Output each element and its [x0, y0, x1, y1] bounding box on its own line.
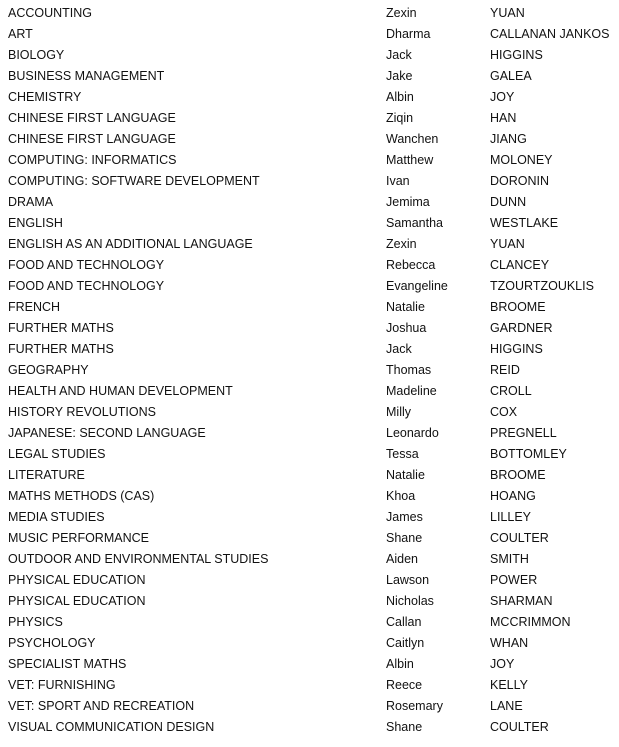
first-name-cell: Rosemary [386, 699, 443, 713]
subject-cell: PHYSICS [8, 615, 63, 629]
first-name-cell: Ivan [386, 174, 410, 188]
subject-cell: VET: FURNISHING [8, 678, 116, 692]
last-name-cell: HAN [490, 111, 517, 125]
first-name-cell: Jemima [386, 195, 430, 209]
table-row [0, 570, 619, 591]
table-row [0, 213, 619, 234]
first-name-cell: Dharma [386, 27, 431, 41]
last-name-cell: TZOURTZOUKLIS [490, 279, 594, 293]
subject-cell: GEOGRAPHY [8, 363, 89, 377]
table-row [0, 339, 619, 360]
table-row [0, 717, 619, 738]
first-name-cell: Albin [386, 90, 414, 104]
table-row [0, 381, 619, 402]
table-row [0, 66, 619, 87]
last-name-cell: BROOME [490, 468, 546, 482]
last-name-cell: SMITH [490, 552, 529, 566]
first-name-cell: Jack [386, 342, 412, 356]
last-name-cell: CROLL [490, 384, 532, 398]
last-name-cell: CALLANAN JANKOS [490, 27, 610, 41]
last-name-cell: GALEA [490, 69, 532, 83]
last-name-cell: YUAN [490, 6, 525, 20]
last-name-cell: COX [490, 405, 518, 419]
subject-cell: OUTDOOR AND ENVIRONMENTAL STUDIES [8, 552, 269, 566]
table-row [0, 402, 619, 423]
subject-student-table [0, 3, 619, 738]
last-name-cell: HIGGINS [490, 48, 543, 62]
subject-cell: ACCOUNTING [8, 6, 93, 20]
first-name-cell: Madeline [386, 384, 437, 398]
table-row [0, 612, 619, 633]
table-row [0, 45, 619, 66]
first-name-cell: Albin [386, 657, 414, 671]
last-name-cell: DORONIN [490, 174, 550, 188]
last-name-cell: BROOME [490, 300, 546, 314]
subject-cell: COMPUTING: SOFTWARE DEVELOPMENT [8, 174, 260, 188]
table-row [0, 108, 619, 129]
first-name-cell: Callan [386, 615, 422, 629]
table-row [0, 486, 619, 507]
table-row [0, 360, 619, 381]
subject-cell: MATHS METHODS (CAS) [8, 489, 155, 503]
table-row [0, 171, 619, 192]
subject-cell: VET: SPORT AND RECREATION [8, 699, 195, 713]
subject-cell: MUSIC PERFORMANCE [8, 531, 149, 545]
last-name-cell: LANE [490, 699, 523, 713]
table-row [0, 591, 619, 612]
first-name-cell: Jack [386, 48, 412, 62]
table-row [0, 297, 619, 318]
subject-cell: CHINESE FIRST LANGUAGE [8, 132, 176, 146]
subject-cell: PHYSICAL EDUCATION [8, 594, 146, 608]
last-name-cell: BOTTOMLEY [490, 447, 567, 461]
first-name-cell: Joshua [386, 321, 427, 335]
table-row [0, 423, 619, 444]
subject-cell: CHINESE FIRST LANGUAGE [8, 111, 176, 125]
first-name-cell: Matthew [386, 153, 434, 167]
first-name-cell: Caitlyn [386, 636, 425, 650]
last-name-cell: HOANG [490, 489, 536, 503]
table-row [0, 507, 619, 528]
last-name-cell: YUAN [490, 237, 525, 251]
last-name-cell: WHAN [490, 636, 529, 650]
subject-cell: FURTHER MATHS [8, 321, 114, 335]
first-name-cell: Nicholas [386, 594, 434, 608]
first-name-cell: Shane [386, 531, 423, 545]
subject-cell: BUSINESS MANAGEMENT [8, 69, 165, 83]
subject-cell: BIOLOGY [8, 48, 65, 62]
last-name-cell: WESTLAKE [490, 216, 559, 230]
first-name-cell: Khoa [386, 489, 416, 503]
last-name-cell: PREGNELL [490, 426, 557, 440]
subject-cell: FOOD AND TECHNOLOGY [8, 279, 165, 293]
last-name-cell: COULTER [490, 531, 549, 545]
subject-cell: LEGAL STUDIES [8, 447, 106, 461]
first-name-cell: Rebecca [386, 258, 436, 272]
last-name-cell: DUNN [490, 195, 527, 209]
first-name-cell: Zexin [386, 237, 417, 251]
table-row [0, 255, 619, 276]
subject-cell: ENGLISH [8, 216, 63, 230]
last-name-cell: REID [490, 363, 520, 377]
last-name-cell: CLANCEY [490, 258, 550, 272]
last-name-cell: MCCRIMMON [490, 615, 571, 629]
first-name-cell: Samantha [386, 216, 443, 230]
last-name-cell: MOLONEY [490, 153, 553, 167]
last-name-cell: KELLY [490, 678, 528, 692]
table-row [0, 465, 619, 486]
table-row [0, 633, 619, 654]
first-name-cell: Natalie [386, 300, 425, 314]
first-name-cell: Lawson [386, 573, 430, 587]
first-name-cell: Tessa [386, 447, 419, 461]
first-name-cell: Natalie [386, 468, 425, 482]
table-row [0, 150, 619, 171]
last-name-cell: SHARMAN [490, 594, 553, 608]
first-name-cell: Milly [386, 405, 411, 419]
subject-cell: ART [8, 27, 33, 41]
table-row [0, 234, 619, 255]
first-name-cell: Wanchen [386, 132, 439, 146]
subject-cell: SPECIALIST MATHS [8, 657, 127, 671]
first-name-cell: Ziqin [386, 111, 414, 125]
first-name-cell: Thomas [386, 363, 432, 377]
last-name-cell: POWER [490, 573, 538, 587]
subject-cell: PHYSICAL EDUCATION [8, 573, 146, 587]
last-name-cell: GARDNER [490, 321, 553, 335]
table-row [0, 675, 619, 696]
first-name-cell: Aiden [386, 552, 418, 566]
last-name-cell: JOY [490, 90, 515, 104]
table-row [0, 549, 619, 570]
last-name-cell: LILLEY [490, 510, 532, 524]
last-name-cell: JOY [490, 657, 515, 671]
table-row [0, 276, 619, 297]
table-row [0, 528, 619, 549]
first-name-cell: James [386, 510, 423, 524]
subject-cell: LITERATURE [8, 468, 85, 482]
subject-cell: HEALTH AND HUMAN DEVELOPMENT [8, 384, 233, 398]
table-row [0, 192, 619, 213]
subject-cell: MEDIA STUDIES [8, 510, 105, 524]
first-name-cell: Leonardo [386, 426, 439, 440]
table-row [0, 444, 619, 465]
last-name-cell: JIANG [490, 132, 527, 146]
subject-cell: VISUAL COMMUNICATION DESIGN [8, 720, 215, 734]
first-name-cell: Shane [386, 720, 423, 734]
subject-cell: ENGLISH AS AN ADDITIONAL LANGUAGE [8, 237, 253, 251]
subject-cell: JAPANESE: SECOND LANGUAGE [8, 426, 206, 440]
table-row [0, 318, 619, 339]
subject-cell: PSYCHOLOGY [8, 636, 96, 650]
last-name-cell: HIGGINS [490, 342, 543, 356]
table-row [0, 696, 619, 717]
table-row [0, 129, 619, 150]
first-name-cell: Evangeline [386, 279, 448, 293]
subject-cell: HISTORY REVOLUTIONS [8, 405, 156, 419]
subject-cell: CHEMISTRY [8, 90, 82, 104]
table-row [0, 87, 619, 108]
first-name-cell: Jake [386, 69, 413, 83]
subject-cell: COMPUTING: INFORMATICS [8, 153, 177, 167]
subject-cell: FOOD AND TECHNOLOGY [8, 258, 165, 272]
table-row [0, 3, 619, 24]
subject-cell: FURTHER MATHS [8, 342, 114, 356]
subject-cell: FRENCH [8, 300, 61, 314]
table-row [0, 24, 619, 45]
first-name-cell: Zexin [386, 6, 417, 20]
subject-cell: DRAMA [8, 195, 54, 209]
last-name-cell: COULTER [490, 720, 549, 734]
first-name-cell: Reece [386, 678, 423, 692]
table-row [0, 654, 619, 675]
